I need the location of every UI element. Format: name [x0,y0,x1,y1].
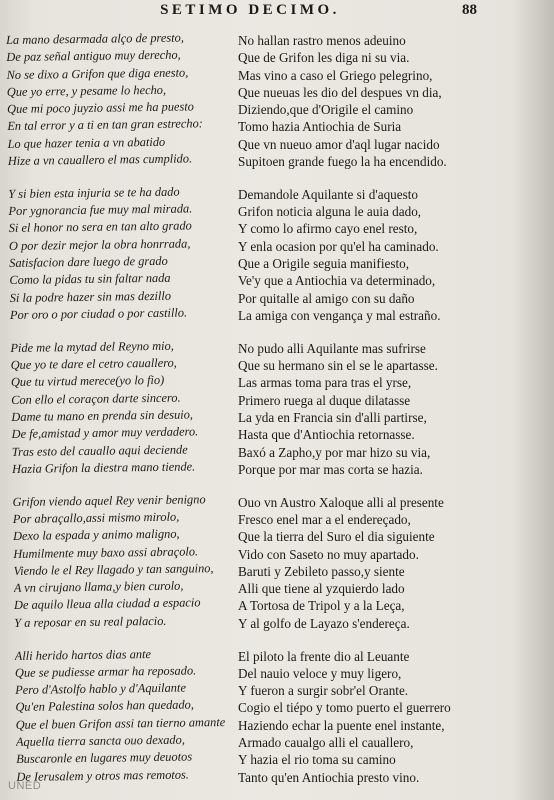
verse-line: Las armas toma para tras el yrse, [238,375,412,391]
verse-line: Alli que tiene al yzquierdo lado [238,581,405,597]
verse-line: Por abraçallo,assi mismo mirolo, [12,509,180,526]
verse-line: Hize a vn cauallero el mas cumplido. [7,151,193,169]
stanza [15,644,247,786]
stanza [12,490,244,632]
verse-line: Alli herido hartos dias ante [14,646,152,663]
page-edge-shadow [514,0,554,800]
left-column [6,29,247,786]
verse-line: Que a Origile seguia manifiesto, [238,256,410,272]
verse-line: Que la tierra del Suro el dia siguiente [238,529,435,545]
verse-line: A Tortosa de Tripol y a la Leça, [238,598,405,614]
verse-line: Que de Grifon les diga ni su via. [238,50,410,66]
library-watermark: UNED [8,780,42,792]
verse-line: Mas vino a caso el Griego pelegrino, [238,67,433,83]
verse-line: Tomo hazia Antiochia de Suria [238,119,402,135]
stanza [238,186,500,324]
verse-line: Que vn nueuo amor d'aql lugar nacido [238,136,440,152]
verse-line: Dexo la espada y animo maligno, [12,526,180,544]
verse-line: De paz señal antiguo muy derecho, [6,47,181,65]
page-number: 88 [462,2,477,18]
verse-line: Como la pidas tu sin faltar nada [9,271,171,288]
verse-line: Pero d'Astolfo hablo y d'Aquilante [15,680,186,698]
stanza [238,32,500,170]
verse-line: Dame tu mano en prenda sin desuio, [11,407,194,424]
verse-line: En tal error y a ti en tan gran estrecho: [7,116,203,134]
verse-line: Que yo erre, y pesame lo hecho, [6,82,167,99]
verse-line: De Ierusalem y otros mas remotos. [16,767,190,784]
verse-line: Baxó a Zapho,y por mar hizo su via, [238,444,431,460]
stanza [238,648,500,786]
stanza [6,29,238,171]
verse-line: De aquilo lleua alla ciudad a espacio [13,595,201,613]
stanza [8,183,240,325]
verse-line: Que su hermano sin el se le apartasse. [238,358,438,374]
verse-line: Buscaronle en lugares muy deuotos [16,749,193,767]
verse-line: Viendo le el Rey llagado y tan sanguino, [13,560,214,578]
verse-line: La amiga con vengança y mal estraño. [238,307,441,323]
stanza [238,494,500,632]
verse-line: Hasta que d'Antiochia retornasse. [238,427,415,443]
verse-line: Que nueuas les dio del despues vn dia, [238,84,442,100]
verse-line: Haziendo echar la puente enel instante, [238,717,445,733]
stanza-gap [238,478,500,494]
verse-line: Demandole Aquilante si d'aquesto [238,186,419,202]
verse-line: El piloto la frente dio al Leuante [238,648,410,664]
verse-line: Grifon noticia alguna le auia dado, [238,204,422,220]
verse-line: Tras esto del cauallo aqui deciende [11,442,188,459]
verse-line: Qu'en Palestina solos han quedado, [15,697,195,715]
verse-line: Ouo vn Austro Xaloque alli al presente [238,494,444,510]
verse-line: Por quitalle al amigo con su daño [238,290,415,306]
verse-line: Lo que hazer tenia a vn abatido [7,134,166,151]
verse-line: A vn cirujano llama,y bien curolo, [13,578,184,596]
verse-line: Armado caualgo alli el cauallero, [238,734,414,750]
verse-line: Con ello el coraçon darte sincero. [11,390,181,407]
verse-line: Si la podre hazer sin mas dezillo [9,288,172,305]
verse-line: La yda en Francia sin d'alli partirse, [238,409,427,425]
verse-line: La mano desarmada alço de presto, [6,30,185,47]
verse-line: No se dixo a Grifon que diga enesto, [6,65,189,82]
verse-line: Fresco enel mar a el endereçado, [238,511,411,527]
stanza-gap [238,324,500,340]
verse-line: Que yo te dare el cetro cauallero, [10,355,177,373]
verse-line: Que se pudiesse armar ha reposado. [14,663,197,680]
verse-line: Y si bien esta injuria se te ha dado [8,184,180,201]
verse-line: No pudo alli Aquilante mas sufrirse [238,340,426,356]
verse-line: Del nauio veloce y muy ligero, [238,665,402,681]
verse-line: Hazia Grifon la diestra mano tiende. [12,459,196,476]
verse-line: Que tu virtud merece(yo lo fio) [10,373,165,390]
verse-line: Aquella tierra sancta ouo dexado, [15,732,185,749]
verse-line: Pide me la mytad del Reyno mio, [10,338,174,355]
verse-line: No hallan rastro menos adeuino [238,33,406,48]
verse-line: Baruti y Zebileto passo,y siente [238,563,405,579]
verse-line: Ve'y que a Antiochia va determinado, [238,273,436,289]
verse-line: Vido con Saseto no muy apartado. [238,546,419,562]
stanza-gap [238,632,500,648]
verse-line: Porque por mar mas corta se hazia. [238,461,423,477]
verse-line: Por oro o por ciudad o por castillo. [9,305,188,322]
verse-line: Y enla ocasion por qu'el ha caminado. [238,238,439,254]
verse-line: Por ygnorancia fue muy mal mirada. [8,201,193,219]
verse-line: Diziendo,que d'Origile el camino [238,102,414,118]
verse-line: Y al golfo de Layazo s'endereça. [238,615,410,631]
verse-line: Que mi poco juyzio assi me ha puesto [6,99,195,117]
verse-line: Y hazia el rio toma su camino [238,752,396,768]
verse-line: Humilmente muy baxo assi abraçolo. [13,543,199,561]
verse-line: Grifon viendo aquel Rey venir benigno [12,491,206,509]
stanza-gap [238,170,500,186]
stanza [238,340,500,478]
verse-line: Y a reposar en su real palacio. [14,613,167,630]
verse-line: Supitoen grande fuego la ha encendido. [238,154,447,170]
running-title: SETIMO DECIMO. [160,2,340,18]
verse-line: Y como lo afirmo cayo enel resto, [238,221,418,237]
verse-line: Tanto qu'en Antiochia presto vino. [238,769,420,785]
verse-line: Que el buen Grifon assi tan tierno amante [15,714,226,732]
verse-line: Cogio el tiépo y tomo puerto el guerrero [238,700,451,716]
right-column [238,32,500,786]
verse-line: Si el honor no sera en tan alto grado [8,218,192,236]
verse-line: Primero ruega al duque dilatasse [238,392,411,408]
verse-line: De fe,amistad y amor muy verdadero. [11,424,199,442]
stanza [10,337,242,479]
verse-line: Y fueron a surgir sobr'el Orante. [238,683,409,699]
verse-line: Satisfacion dare luego de grado [9,253,168,271]
verse-line: O por dezir mejor la obra honrrada, [8,236,191,253]
